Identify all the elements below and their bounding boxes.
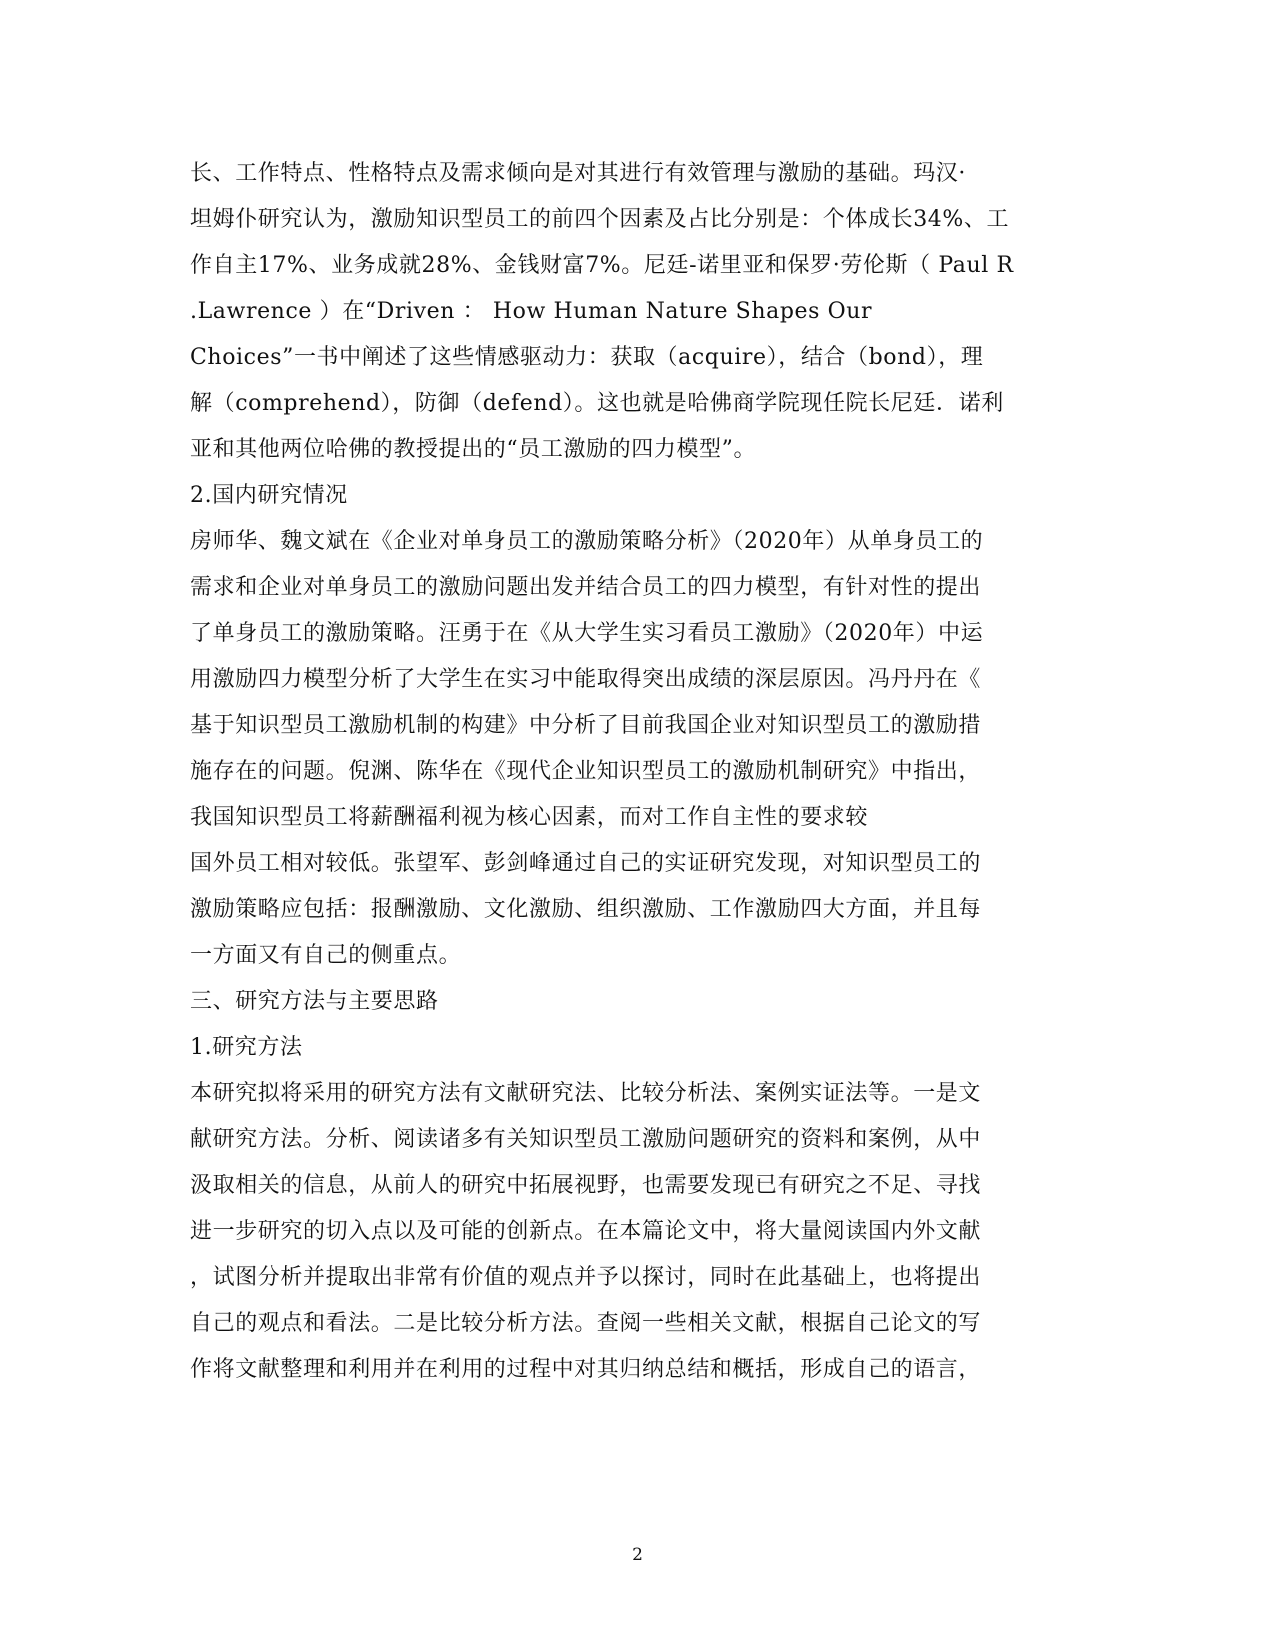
text-line: 作自主17%、业务成就28%、金钱财富7%。尼廷-诺里亚和保罗·劳伦斯（ Paul R xyxy=(190,253,1014,278)
text-line: 本研究拟将采用的研究方法有文献研究法、比较分析法、案例实证法等。一是文 xyxy=(190,1081,982,1106)
text-line: 房师华、魏文斌在《企业对单身员工的激励策略分析》（2020年）从单身员工的 xyxy=(190,529,984,554)
text-line: 需求和企业对单身员工的激励问题出发并结合员工的四力模型，有针对性的提出 xyxy=(190,575,982,600)
text-line: .Lawrence ）在“Driven ： How Human Nature Shapes Our xyxy=(190,299,873,324)
text-line: 用激励四力模型分析了大学生在实习中能取得突出成绩的深层原因。冯丹丹在《 xyxy=(190,667,982,692)
text-line: 了单身员工的激励策略。汪勇于在《从大学生实习看员工激励》（2020年）中运 xyxy=(190,621,984,646)
text-line: 施存在的问题。倪渊、陈华在《现代企业知识型员工的激励机制研究》中指出， xyxy=(190,759,982,784)
page-number: 2 xyxy=(632,1545,643,1565)
text-line: Choices”一书中阐述了这些情感驱动力：获取（acquire），结合（bond），理 xyxy=(190,345,984,370)
subsection-heading: 1.研究方法 xyxy=(190,1035,303,1060)
text-line: 长、工作特点、性格特点及需求倾向是对其进行有效管理与激励的基础。玛汉· xyxy=(190,161,966,186)
text-line: 汲取相关的信息，从前人的研究中拓展视野，也需要发现已有研究之不足、寻找 xyxy=(190,1173,982,1198)
text-line: 亚和其他两位哈佛的教授提出的“员工激励的四力模型”。 xyxy=(190,437,757,462)
text-line: 一方面又有自己的侧重点。 xyxy=(190,943,462,968)
text-line: 进一步研究的切入点以及可能的创新点。在本篇论文中，将大量阅读国内外文献 xyxy=(190,1219,982,1244)
section-heading: 三、研究方法与主要思路 xyxy=(190,989,439,1014)
text-line: 坦姆仆研究认为，激励知识型员工的前四个因素及占比分别是：个体成长34%、工 xyxy=(190,207,1010,232)
text-line: 作将文献整理和利用并在利用的过程中对其归纳总结和概括，形成自己的语言， xyxy=(190,1357,982,1382)
section-heading: 2.国内研究情况 xyxy=(190,483,348,508)
text-line: 献研究方法。分析、阅读诸多有关知识型员工激励问题研究的资料和案例，从中 xyxy=(190,1127,982,1152)
text-line: 我国知识型员工将薪酬福利视为核心因素，而对工作自主性的要求较 xyxy=(190,805,869,830)
text-line: 基于知识型员工激励机制的构建》中分析了目前我国企业对知识型员工的激励措 xyxy=(190,713,982,738)
text-line: 国外员工相对较低。张望军、彭剑峰通过自己的实证研究发现，对知识型员工的 xyxy=(190,851,982,876)
text-line: 自己的观点和看法。二是比较分析方法。查阅一些相关文献，根据自己论文的写 xyxy=(190,1311,982,1336)
text-line: 激励策略应包括：报酬激励、文化激励、组织激励、工作激励四大方面，并且每 xyxy=(190,897,982,922)
text-line: ，试图分析并提取出非常有价值的观点并予以探讨，同时在此基础上，也将提出 xyxy=(190,1265,982,1290)
text-line: 解（comprehend），防御（defend）。这也就是哈佛商学院现任院长尼廷．诺利 xyxy=(190,391,1004,416)
